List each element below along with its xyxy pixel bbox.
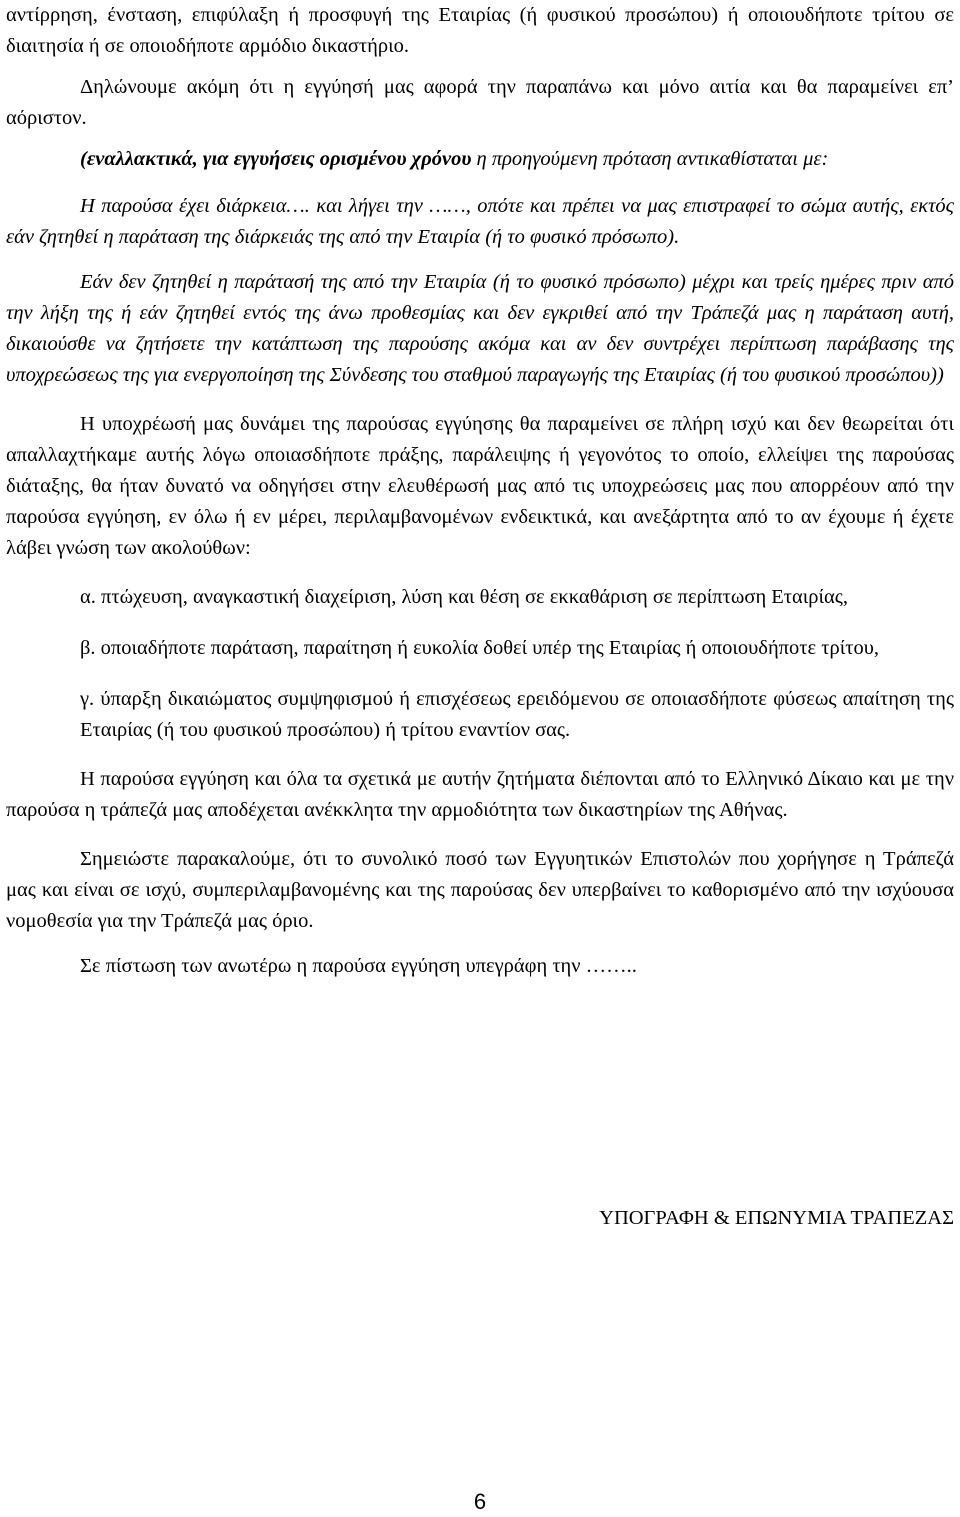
list-item-g: γ. ύπαρξη δικαιώματος συμψηφισμού ή επισχέσεως ερειδόμενου σε οποιασδήποτε φύσεως απαίτηση της Εταιρίας (ή του φυσικού προσώπου) ή τρίτου εναντίον σας. (80, 688, 954, 741)
paragraph-duration: Η παρούσα έχει διάρκεια…. και λήγει την ……, οπότε και πρέπει να μας επιστραφεί το σώμα αυτής, εκτός εάν ζητηθεί η παράταση της διάρκειάς της από την Εταιρία (ή το φυσικό πρόσωπο). (6, 195, 954, 248)
paragraph-signed-on: Σε πίστωση των ανωτέρω η παρούσα εγγύηση υπεγράφη την …….. (80, 955, 637, 977)
paragraph-guarantee-scope: Δηλώνουμε ακόμη ότι η εγγύησή μας αφορά την παραπάνω και μόνο αιτία και θα παραμείνει επ’ αόριστον. (6, 76, 954, 129)
paragraph-extension: Εάν δεν ζητηθεί η παράτασή της από την Εταιρία (ή το φυσικό πρόσωπο) μέχρι και τρείς ημέρες πριν από την λήξη της ή εάν ζητηθεί εντός της άνω προθεσμίας και δεν εγκριθεί από την Τράπεζά μας η παράταση αυτή, δικαιούσθε να ζητήσετε την κατάπτωση της παρούσης ακόμα και αν δεν συντρέχει περίπτωση παράβασης της υποχρεώσεως της για ενεργοποίηση της Σύνδεσης του σταθμού παραγωγής της Εταιρίας (ή του φυσικού προσώπου)) (6, 271, 954, 386)
signature-label: ΥΠΟΓΡΑΦΗ & ΕΠΩΝΥΜΙΑ ΤΡΑΠΕΖΑΣ (599, 1207, 954, 1229)
paragraph-alternative-note (6, 144, 954, 175)
paragraph-continuation: αντίρρηση, ένσταση, επιφύλαξη ή προσφυγή της Εταιρίας (ή φυσικού προσώπου) ή οποιουδήποτε τρίτου σε διαιτησία ή σε οποιοδήποτε αρμόδιο δικαστήριο. (6, 4, 954, 57)
paragraph-jurisdiction: Η παρούσα εγγύηση και όλα τα σχετικά με αυτήν ζητήματα διέπονται από το Ελληνικό Δίκαιο και με την παρούσα η τράπεζά μας αποδέχεται ανέκκλητα την αρμοδιότητα των δικαστηρίων της Αθήνας. (6, 768, 954, 821)
page-number: 6 (473, 1489, 487, 1514)
document-page (6, 0, 954, 982)
list-item-a: α. πτώχευση, αναγκαστική διαχείριση, λύση και θέση σε εκκαθάριση σε περίπτωση Εταιρίας, (80, 586, 849, 608)
paragraph-obligation: Η υποχρέωσή μας δυνάμει της παρούσας εγγύησης θα παραμείνει σε πλήρη ισχύ και δεν θεωρείται ότι απαλλαχτήκαμε αυτής λόγω οποιασδήποτε πράξης, παράλειψης ή γεγονότος το οποίο, ελλείψει της παρούσας διάταξης, θα ήταν δυνατό να οδηγήσει στην ελευθέρωσή μας από τις υποχρεώσεις μας που απορρέουν από την παρούσα εγγύηση, εν όλω ή εν μέρει, περιλαμβανομένων ενδεικτικά, και ανεξάρτητα από το αν έχουμε ή έχετε λάβει γνώση των ακολούθων: (6, 413, 954, 559)
alternative-note-rest: η προηγούμενη πρόταση αντικαθίσταται με: (471, 148, 829, 170)
alternative-note-bold: (εναλλακτικά, για εγγυήσεις ορισμένου χρόνου (80, 148, 472, 170)
list-item-b: β. οποιαδήποτε παράταση, παραίτηση ή ευκολία δοθεί υπέρ της Εταιρίας ή οποιουδήποτε τρίτου, (80, 637, 879, 659)
paragraph-total-amount: Σημειώστε παρακαλούμε, ότι το συνολικό ποσό των Εγγυητικών Επιστολών που χορήγησε η Τράπεζά μας και είναι σε ισχύ, συμπεριλαμβανομένης και της παρούσας δεν υπερβαίνει το καθορισμένο από την ισχύουσα νομοθεσία για την Τράπεζά μας όριο. (6, 848, 954, 932)
